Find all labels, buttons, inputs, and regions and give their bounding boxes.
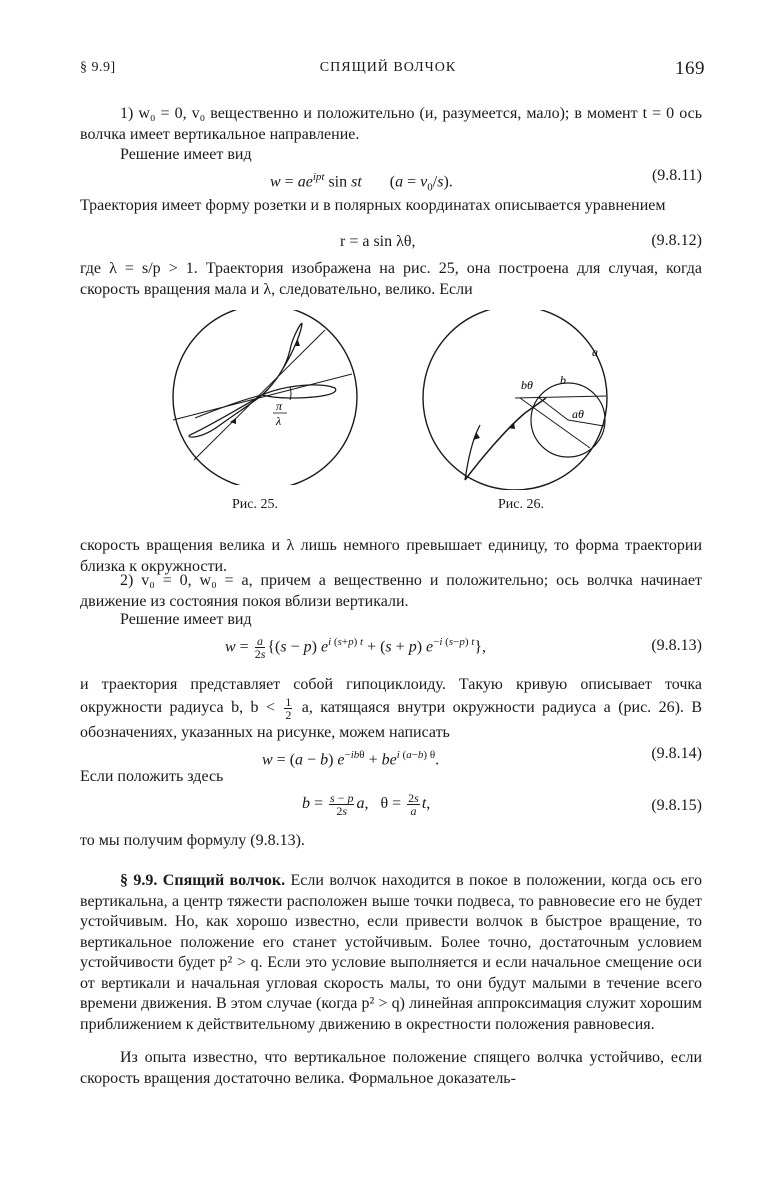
lambda-text: где λ = s/p > 1. Траектория изображена на рис. 25, она построена для случая, когда скорость вращения мала и λ, следовательно, велико. Если	[80, 260, 702, 298]
solution-intro-2: Решение имеет вид	[120, 611, 252, 628]
fig26-label-btheta: bθ	[521, 378, 533, 392]
fig25-angle-label-den: λ	[276, 414, 282, 428]
equation-9-8-15: b = $\frac{s - p}{2s}$ a, θ = $\frac{2s}{a}$ t,	[302, 791, 431, 818]
fig26-hypocycloid	[465, 398, 546, 480]
fig25-chord-1	[194, 330, 325, 460]
header-section-ref: § 9.9]	[80, 60, 116, 75]
speed-large-text: скорость вращения велика и λ лишь немного превышает единицу, то форма траектории близка к окружности.	[80, 537, 702, 575]
equation-9-8-12: r = a sin λθ,	[340, 233, 416, 250]
page-number: 169	[675, 58, 705, 79]
equation-number-9-8-11: (9.8.11)	[651, 167, 702, 184]
fig26-hypocycloid-cusp	[465, 425, 480, 480]
fig25-chord-2	[173, 374, 352, 420]
fig26-outer-circle	[423, 310, 607, 490]
fig26-radius-line	[515, 396, 606, 398]
if-here-text: Если положить здесь	[80, 768, 224, 785]
fig26-label-b: b	[560, 373, 566, 387]
equation-number-9-8-13: (9.8.13)	[651, 637, 702, 654]
section-body: Если волчок находится в покое в положении, когда ось его вертикальна, а центр тяжести расположен выше точки подвеса, то равновесие его не будет устойчивым. Но, как хорошо известно, если привести волчок в быстрое вращение, то вертикальное положение его станет устойчивым. Более точно, достаточным условием устойчивости будет p² > q. Если это условие выполняется и если начальное смещение оси от вертикали и начальная угловая скорость малы, то они будут малыми в течение всего времени движения. В этом случае (когда p² > q) линейная аппроксимация служит хорошим приближением к действительному движению в окрестности положения равновесия.	[80, 872, 703, 1033]
get-formula-text: то мы получим формулу (9.8.13).	[80, 832, 305, 849]
figure-26	[420, 310, 620, 490]
hypocycloid-text-1: и траектория представляет собой гипоциклоиду. Такую кривую описывает точка окружности радиуса b, b <	[80, 676, 702, 717]
figure-26-caption: Рис. 26.	[498, 497, 544, 512]
fraction-one-half: $\frac{1}{2}$	[285, 695, 292, 722]
equation-9-8-14: w = (a − b) $e^{-ib\theta} + be^{i (a-b) \theta}$.	[262, 749, 440, 769]
fig26-arrow-1	[473, 432, 480, 440]
equation-number-9-8-12: (9.8.12)	[651, 232, 702, 249]
fig26-label-a: a	[592, 345, 598, 359]
equation-number-9-8-14: (9.8.14)	[651, 745, 702, 762]
section-9-9-paragraph	[80, 871, 702, 1035]
equation-9-8-13: w = $\frac{a}{2s}$ {(s − p) $e^{i (s+p) t} + (s + p)$ $e^{-i (s-p) t}$},	[225, 634, 486, 662]
experience-paragraph: Из опыта известно, что вертикальное положение спящего волчка устойчиво, если скорость вращения достаточно велика. Формальное доказатель-	[80, 1049, 702, 1087]
equation-number-9-8-15: (9.8.15)	[651, 797, 702, 814]
case2-intro: 2) v₀ = 0, w₀ = a, причем a вещественно и положительно; ось волчка начинает движение из состояния покоя вблизи вертикали.	[80, 572, 702, 610]
case1-intro: 1) w₀ = 0, v₀ вещественно и положительно (и, разумеется, мало); в момент t = 0 ось волчка имеет вертикальное направление.	[80, 105, 702, 143]
solution-intro-1: Решение имеет вид	[120, 146, 252, 163]
fig25-angle-label-num: π	[276, 399, 283, 413]
figure-25	[170, 310, 370, 485]
section-title: § 9.9. Спящий волчок.	[120, 872, 286, 889]
fig26-label-atheta: aθ	[572, 407, 584, 421]
fig26-arrow-2	[508, 422, 515, 429]
hypocycloid-text-2: a, катящаяся внутри окружности радиуса a (рис. 26). В обозначениях, указанных на рисунке, можем написать	[80, 699, 703, 741]
fig25-rosette-petal-2	[262, 385, 336, 398]
fig25-circle	[173, 310, 357, 485]
fig25-angle-arc	[290, 387, 291, 400]
trajectory-rosette-text: Траектория имеет форму розетки и в полярных координатах описывается уравнением	[80, 197, 666, 214]
figure-25-caption: Рис. 25.	[232, 497, 278, 512]
equation-9-8-11: $w = ae^{ipt}$ sin st $(a = v_0/s)$.	[270, 171, 453, 194]
hypocycloid-paragraph	[80, 673, 702, 744]
running-title: СПЯЩИЙ ВОЛЧОК	[319, 60, 457, 75]
fig26-chord	[520, 398, 590, 448]
